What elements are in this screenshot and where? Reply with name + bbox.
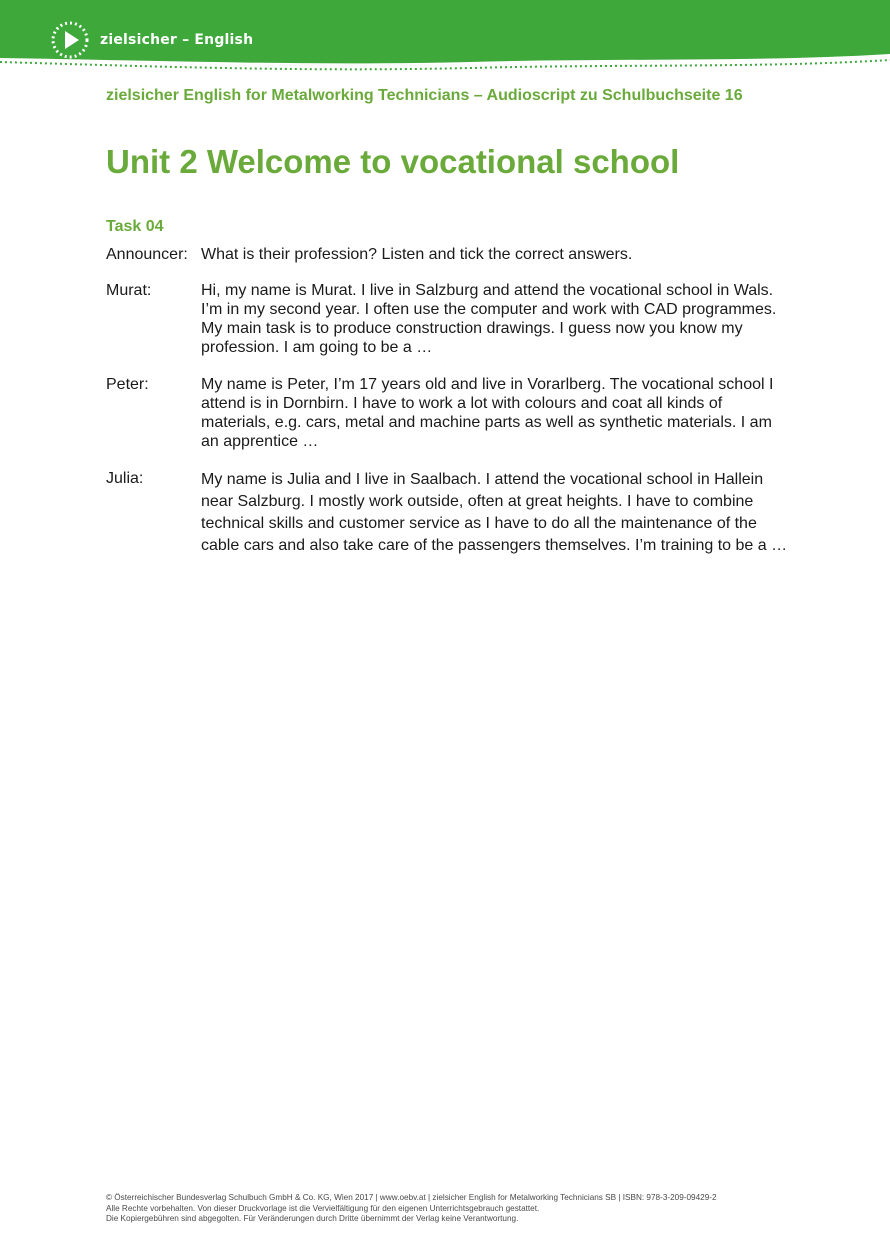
script-entry-peter [106, 375, 796, 451]
script-entry-murat [106, 281, 796, 357]
audioscript [106, 245, 796, 575]
page-title: Unit 2 Welcome to vocational school [106, 143, 680, 180]
speech-text: My name is Peter, I’m 17 years old and live in Vorarlberg. The vocational school I attend is in Dornbirn. I have to work a lot with colours and coat all kinds of materials, e.g. cars, metal and machine parts as well as synthetic materials. I am an apprentice … [201, 376, 774, 450]
speech-text: My name is Julia and I live in Saalbach. I attend the vocational school in Hallein near Salzburg. I mostly work outside, often at great heights. I have to combine technical skills and customer service as I have to do all the maintenance of the cable cars and also take care of the passengers themselves. I’m training to be a … [201, 471, 788, 554]
footer-rights: Alle Rechte vorbehalten. Von dieser Druckvorlage ist die Vervielfältigung für den eigenen Unterrichtsgebrauch gestattet. [106, 1203, 540, 1213]
brand-logo [50, 20, 253, 60]
script-entry-announcer [106, 245, 796, 264]
footer [106, 1193, 806, 1225]
script-entry-julia [106, 469, 796, 557]
footer-copyright: © Österreichischer Bundesverlag Schulbuch GmbH & Co. KG, Wien 2017 | www.oebv.at | zielsicher English for Metalworking Technicians SB | ISBN: 978-3-209-09429-2 [106, 1193, 717, 1202]
speech-text: Hi, my name is Murat. I live in Salzburg and attend the vocational school in Wals. I’m in my second year. I often use the computer and work with CAD programmes. My main task is to produce construction drawings. I guess now you know my profession. I am going to be a … [201, 282, 777, 356]
speaker-name: Peter: [106, 376, 149, 393]
speaker-name: Announcer: [106, 246, 188, 263]
speaker-name: Julia: [106, 470, 144, 487]
task-label: Task 04 [106, 218, 164, 235]
speaker-name: Murat: [106, 282, 152, 299]
play-icon [50, 20, 90, 60]
brand-name: zielsicher – English [100, 32, 254, 48]
speech-text: What is their profession? Listen and tick the correct answers. [201, 246, 633, 263]
document-subtitle: zielsicher English for Metalworking Technicians – Audioscript zu Schulbuchseite 16 [106, 87, 743, 104]
footer-fees: Die Kopiergebühren sind abgegolten. Für Veränderungen durch Dritte übernimmt der Verlag keine Verantwortung. [106, 1214, 519, 1223]
